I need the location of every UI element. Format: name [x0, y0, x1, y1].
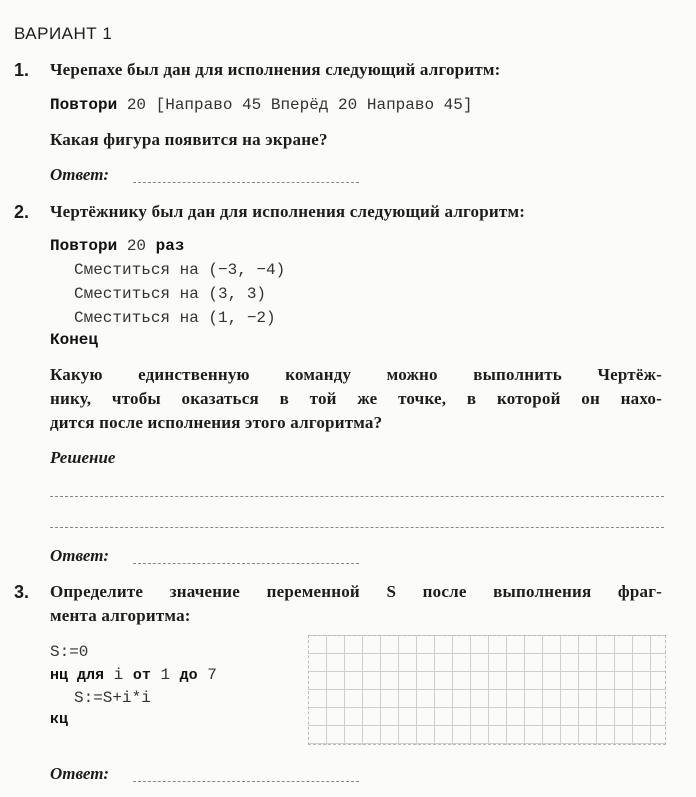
q2-answer-line[interactable]: [133, 563, 359, 564]
q3-text-line-2: мента алгоритма:: [50, 606, 191, 625]
q1-question: Какая фигура появится на экране?: [50, 130, 328, 149]
q3-end-keyword: кц: [50, 711, 69, 728]
q3-text-line-1: Определите значение переменной S после выполнения фраг-: [50, 582, 662, 601]
q3-loop-to: 7: [197, 666, 217, 684]
q3-answer-label: Ответ:: [50, 764, 110, 783]
q1-code: [50, 96, 472, 114]
q2-command-2: Сместиться на (3, 3): [74, 285, 267, 303]
q2-end-keyword: Конец: [50, 331, 99, 349]
q2-repeat-count: 20: [117, 237, 156, 255]
q2-solution-line-1[interactable]: [50, 496, 664, 497]
q2-number: 2.: [14, 202, 30, 222]
q2-solution-label: Решение: [50, 448, 116, 467]
q2-repeat-line: [50, 237, 184, 255]
q1-number: 1.: [14, 60, 30, 80]
q2-question-line-3: дится после исполнения этого алгоритма?: [50, 413, 383, 432]
q3-loop-keyword-2: от: [132, 667, 151, 684]
q3-loop-var: i: [104, 666, 133, 684]
q3-loop-keyword-1: нц для: [50, 667, 105, 684]
q2-repeat-keyword: Повтори: [50, 237, 118, 255]
q3-loop-line: [50, 666, 217, 684]
q3-answer-line[interactable]: [133, 781, 359, 782]
q2-question-line-2: нику, чтобы оказаться в той же точке, в которой он нахо-: [50, 389, 662, 408]
q1-text: Черепахе был дан для исполнения следующий алгоритм:: [50, 60, 501, 79]
q3-scratch-grid[interactable]: [308, 635, 666, 745]
q3-loop-from: 1: [150, 666, 180, 684]
variant-title: ВАРИАНТ 1: [14, 24, 113, 43]
q1-answer-label: Ответ:: [50, 165, 110, 184]
q3-loop-keyword-3: до: [179, 667, 198, 684]
q3-loop-body: S:=S+i*i: [74, 689, 151, 707]
q1-code-rest: 20 [Направо 45 Вперёд 20 Направо 45]: [117, 96, 473, 114]
q1-answer-line[interactable]: [133, 182, 359, 183]
q3-code-line-1: S:=0: [50, 643, 89, 661]
q2-command-3: Сместиться на (1, −2): [74, 309, 276, 327]
q3-number: 3.: [14, 582, 30, 602]
q2-question-line-1: Какую единственную команду можно выполнить Чертёж-: [50, 365, 662, 384]
q1-code-keyword: Повтори: [50, 96, 118, 114]
q2-answer-label: Ответ:: [50, 546, 110, 565]
q2-command-1: Сместиться на (−3, −4): [74, 261, 286, 279]
q2-repeat-keyword-2: раз: [155, 237, 185, 255]
q2-text: Чертёжнику был дан для исполнения следующий алгоритм:: [50, 202, 526, 221]
q2-solution-line-2[interactable]: [50, 527, 664, 528]
